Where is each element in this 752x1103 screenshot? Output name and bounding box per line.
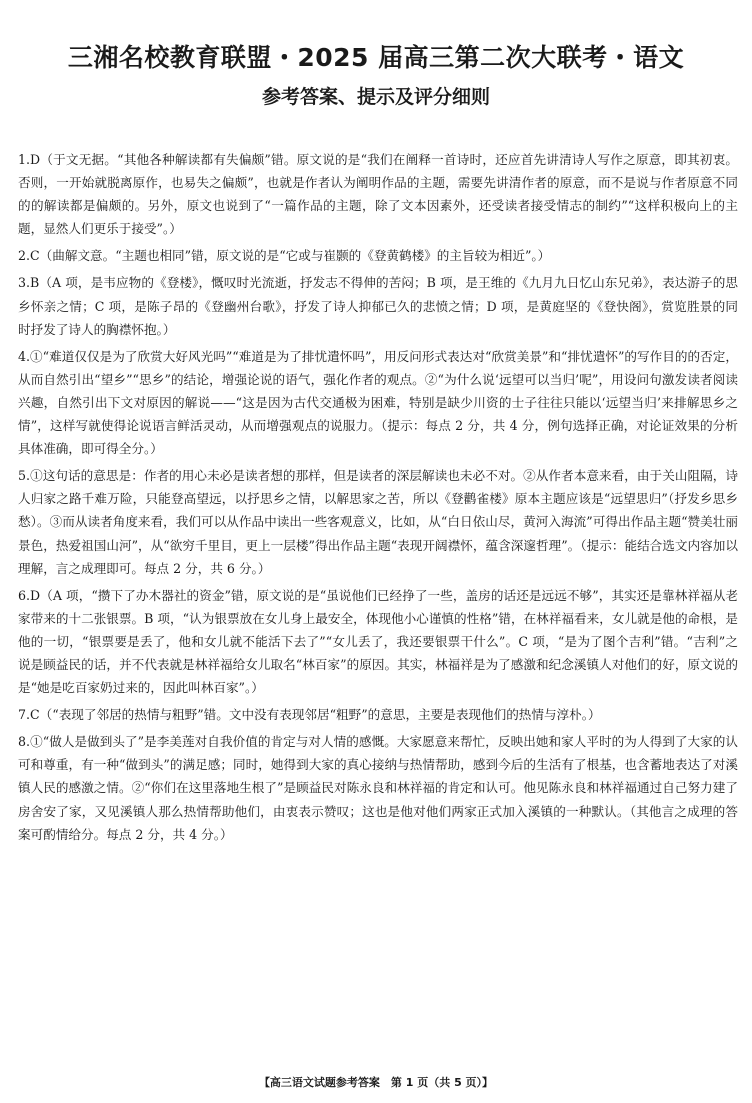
answer-number: 5. [18, 468, 31, 484]
answer-number: 6.D [18, 587, 41, 603]
answer-item-7 [18, 703, 738, 726]
document-subtitle: 参考答案、提示及评分细则 [261, 86, 490, 108]
answer-item-2 [18, 244, 738, 267]
page-footer: 【高三语文试题参考答案 第 1 页（共 5 页）】 [258, 1076, 494, 1089]
answer-list [18, 148, 738, 850]
answer-number: 7.C [18, 707, 40, 723]
answer-item-5 [18, 464, 738, 579]
answer-item-4 [18, 345, 738, 460]
answer-text: ①这句话的意思是：作者的用心未必是读者想的那样，但是读者的深层解读也未必不对。②从作者本意来看，由于关山阻隔，诗人归家之路千难万险，只能登高望远，以抒思乡之情，以解思家之苦，所以《登鹳雀楼》原本主题应该是“远望思归”（抒发乡思乡愁）。③而从读者角度来看，我们可以从作品中读出一些客观意义，比如，从“白日依山尽，黄河入海流”可得出作品主题“赞美壮丽景色，热爱祖国山河”，从“欲穷千里目，更上一层楼”得出作品主题“表现开阔襟怀，蕴含深邃哲理”。（提示：能结合选文内容加以理解，言之成理即可。每点 2 分，共 6 分。） [18, 468, 738, 576]
answer-number: 3.B [18, 275, 40, 291]
answer-item-1 [18, 148, 738, 240]
answer-text: ①“难道仅仅是为了欣赏大好风光吗”“难道是为了排忧遣怀吗”，用反问形式表达对“欣赏美景”和“排忧遣怀”的写作目的的否定，从而自然引出“望乡”“思乡”的结论，增强论说的语气，强化作者的观点。②“为什么说‘远望可以当归’呢”，用设问句激发读者阅读兴趣，自然引出下文对原因的解说——“这是因为古代交通极为困难，特别是缺少川资的士子往往只能以‘远望当归’来排解思乡之情”，这样写就使得论说语言鲜活灵动，从而增强观点的说服力。（提示：每点 2 分，共 4 分，例句选择正确，对论证效果的分析具体准确，即可得全分。） [18, 348, 738, 457]
answer-text: ①“做人是做到头了”是李美莲对自我价值的肯定与对人情的感慨。大家愿意来帮忙，反映出她和家人平时的为人得到了大家的认可和尊重，有一种“做到头”的满足感；同时，她得到大家的真心接纳与热情帮助，感到今后的生活有了根基，也含蓄地表达了对溪镇人民的感激之情。②“你们在这里落地生根了”是顾益民对陈永良和林祥福的肯定和认可。他见陈永良和林祥福通过自己努力建了房舍安了家，又见溪镇人那么热情帮助他们，由衷表示赞叹；这也是他对他们两家正式加入溪镇的一种默认。（其他言之成理的答案可酌情给分。每点 2 分，共 4 分。） [18, 734, 738, 842]
answer-text: （曲解文意。“主题也相同”错，原文说的是“它或与崔颢的《登黄鹤楼》的主旨较为相近”。） [39, 248, 551, 264]
answer-item-8 [18, 730, 738, 845]
answer-text: （A 项，是韦应物的《登楼》，慨叹时光流逝，抒发志不得伸的苦闷；B 项，是王维的《九月九日忆山东兄弟》，表达游子的思乡怀亲之情；C 项，是陈子昂的《登幽州台歌》，抒发了诗人抑郁已久的悲愤之情；D 项，是黄庭坚的《登快阁》，赏览胜景的同时抒发了诗人的胸襟怀抱。） [18, 275, 738, 337]
answer-text: （A 项，“攒下了办木器社的资金”错，原文说的是“虽说他们已经挣了一些，盖房的话还是远远不够”，其实还是靠林祥福从老家带来的十二张银票。B 项，“认为银票放在女儿身上最安全，体现他小心谨慎的性格”错，在林祥福看来，女儿就是他的命根，是他的一切，“银票要是丢了，他和女儿就不能活下去了”“女儿丢了，我还要银票干什么”。C 项，“是为了图个吉利”错。“吉利”之说是顾益民的话，并不代表就是林祥福给女儿取名“林百家”的原因。其实，林福祥是为了感激和纪念溪镇人对他们的好，原文说的是“她是吃百家奶过来的，因此叫林百家”。） [18, 587, 738, 696]
answer-item-6 [18, 584, 738, 699]
answer-item-3 [18, 271, 738, 340]
answer-text: （于文无据。“其他各种解读都有失偏颇”错。原文说的是“我们在阐释一首诗时，还应首先讲清诗人写作之原意，即其初衷。否则，一开始就脱离原作，也易失之偏颇”，也就是作者认为阐明作品的主题，需要先讲清作者的原意，而不是说与作者原意不同的的解读都是偏颇的。另外，原文也说到了“一篇作品的主题，除了文本因素外，还受读者接受情志的制约”“这样积极向上的主题，显然人们更乐于接受”。） [18, 152, 738, 237]
answer-number: 2.C [18, 248, 40, 264]
answer-number: 4. [18, 348, 31, 364]
answer-text: （“表现了邻居的热情与粗野”错。文中没有表现邻居“粗野”的意思，主要是表现他们的热情与淳朴。） [39, 707, 601, 723]
answer-number: 8. [18, 734, 31, 750]
document-title: 三湘名校教育联盟・2025 届高三第二次大联考・语文 [67, 43, 685, 72]
answer-number: 1.D [18, 152, 41, 167]
